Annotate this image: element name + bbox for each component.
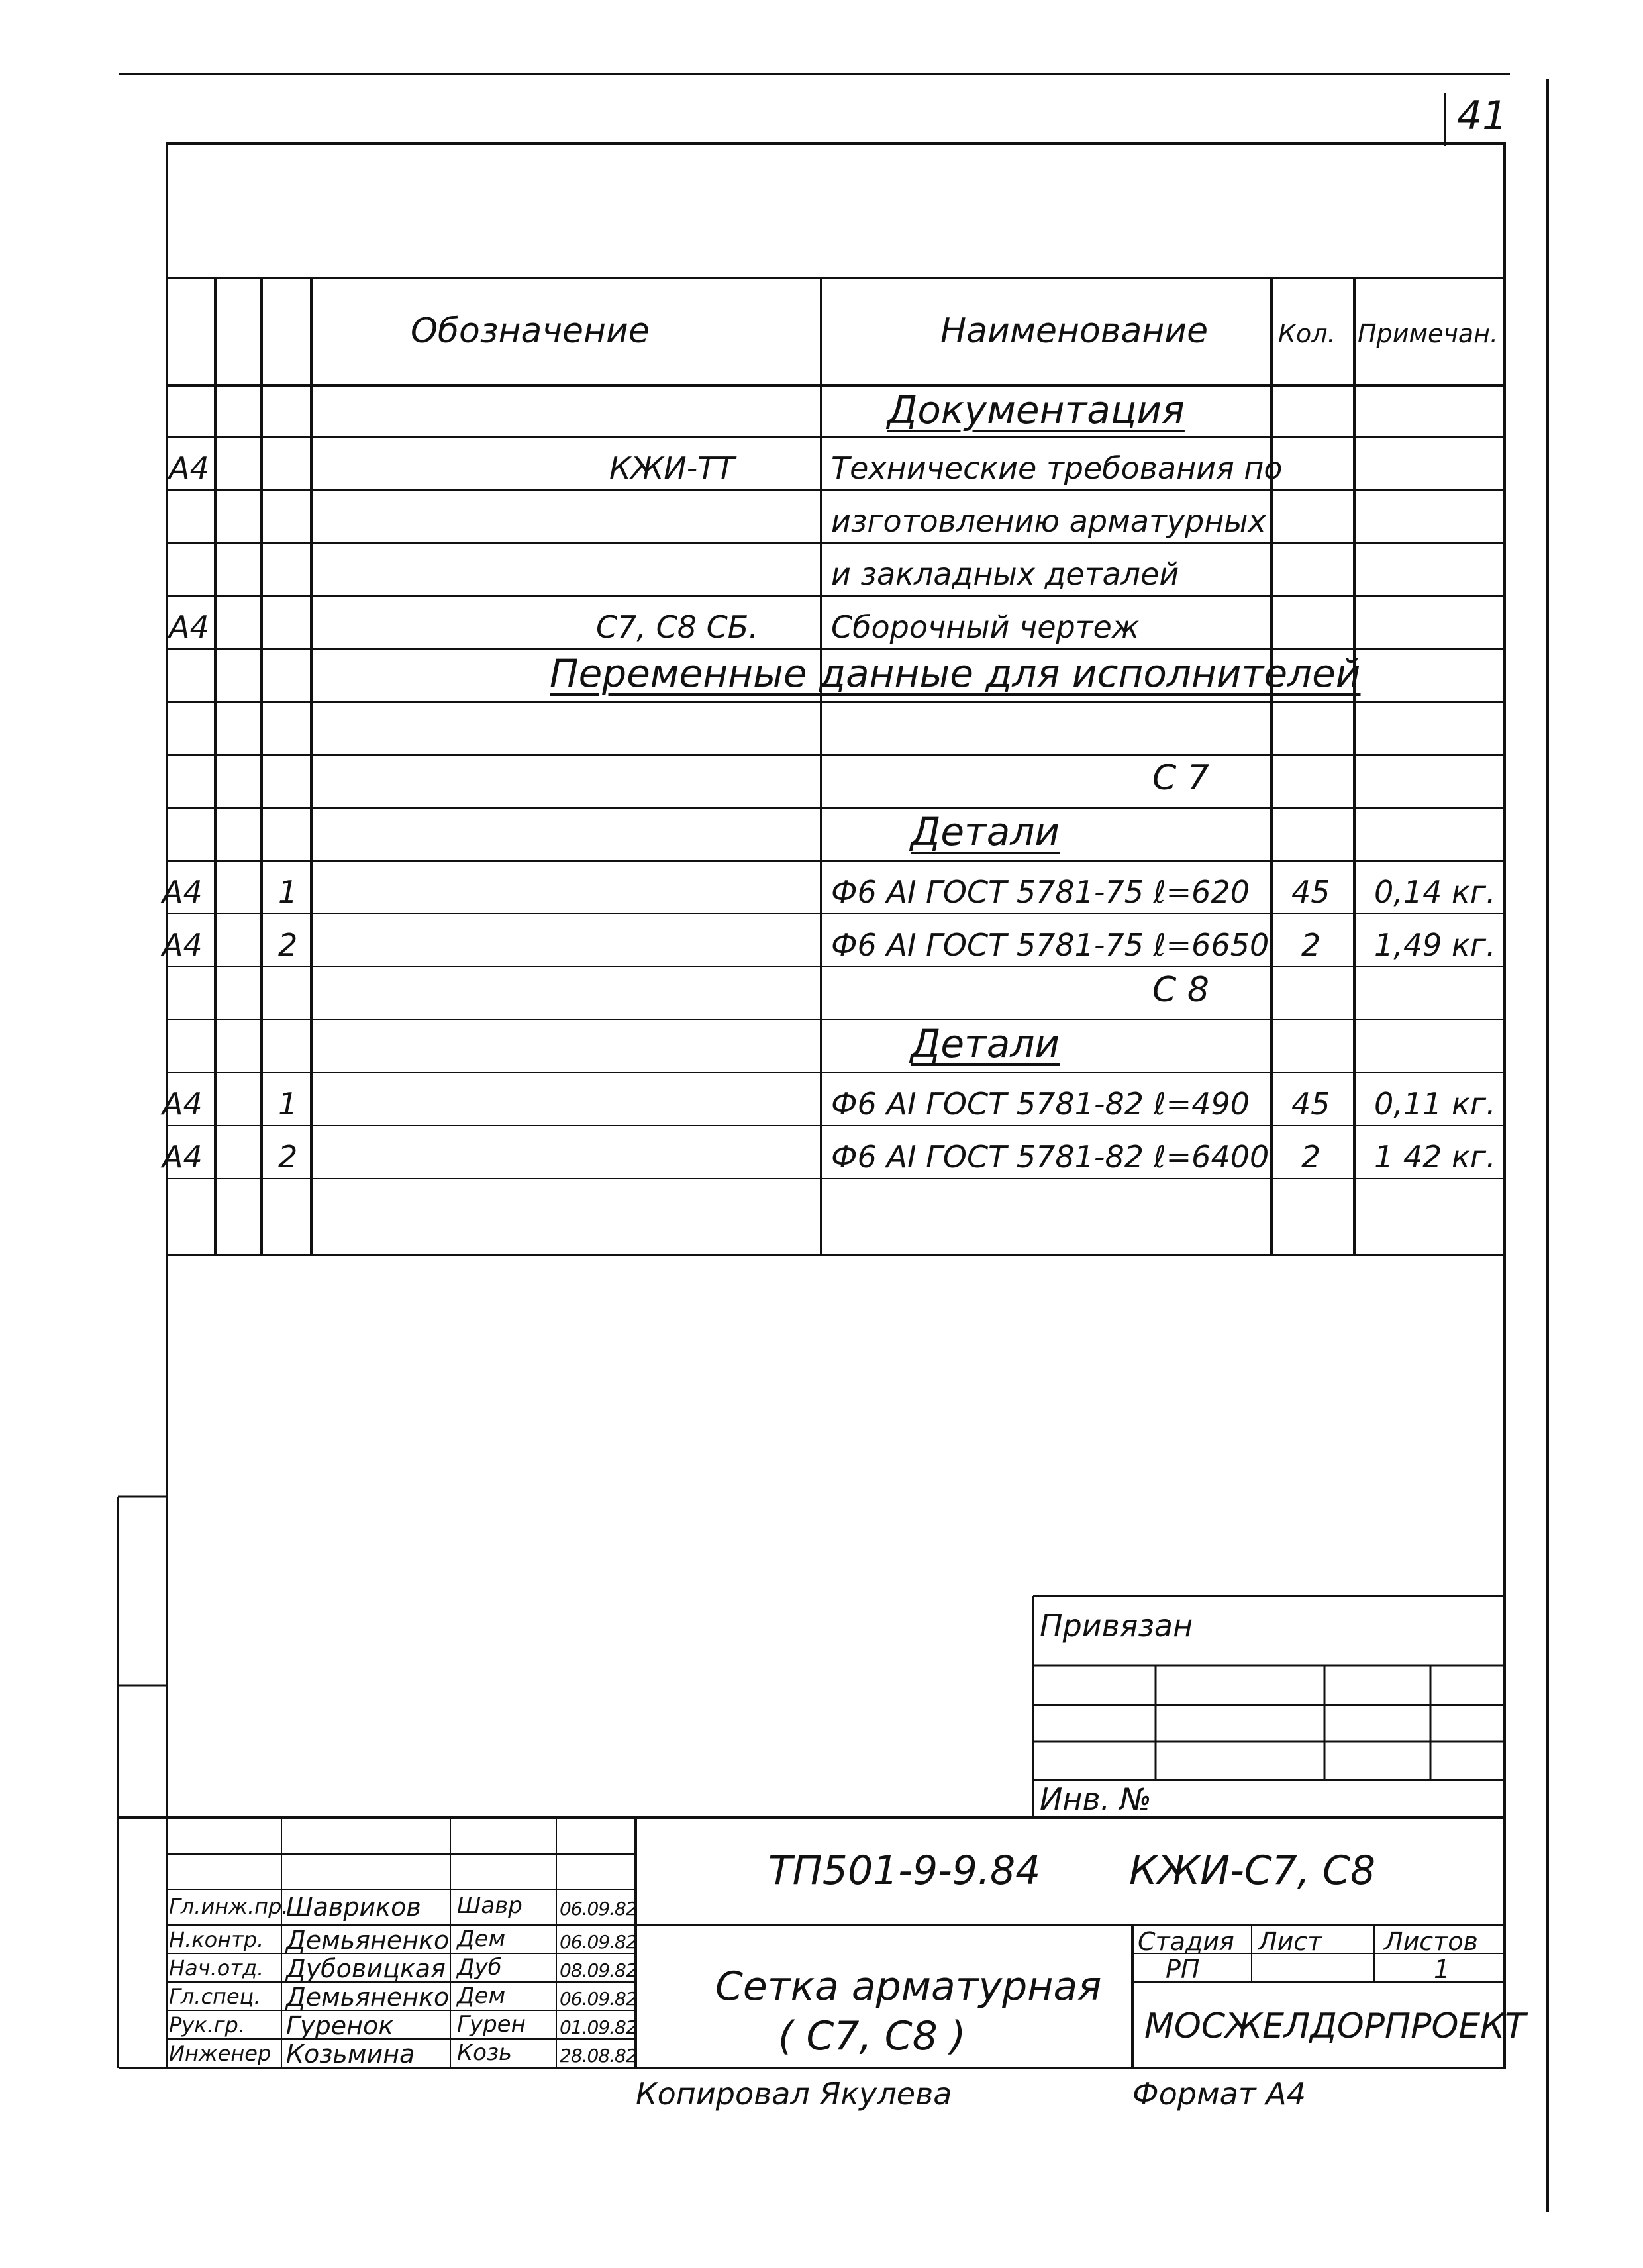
sig-name-6: Козьмина [286, 2040, 415, 2069]
sig-role-5: Рук.гр. [169, 2012, 246, 2038]
sig-role-6: Инженер [169, 2041, 272, 2066]
row8-note: 0,14 кг. [1374, 874, 1496, 910]
format-label: Формат А4 [1132, 2076, 1306, 2112]
copied-by: Копировал Якулева [636, 2076, 952, 2112]
project-code: ТП501-9-9.84 [768, 1848, 1041, 1894]
sig-date-3: 08.09.82 [560, 1959, 637, 1981]
row9-name: Ф6 АI ГОСТ 5781-75 ℓ=6650 [831, 927, 1270, 963]
sig-sign-3: Дуб [457, 1954, 502, 1981]
row3-name: и закладных деталей [831, 556, 1179, 592]
stage-label: Стадия [1138, 1927, 1234, 1956]
row8-name: Ф6 АI ГОСТ 5781-75 ℓ=620 [831, 874, 1250, 910]
row4-designation: С7, С8 СБ. [596, 609, 758, 645]
row8-pos: 1 [278, 874, 298, 910]
row9-note: 1,49 кг. [1374, 927, 1496, 963]
organization-name: МОСЖЕЛДОРПРОЕКТ [1144, 2006, 1526, 2046]
sig-date-2: 06.09.82 [560, 1931, 637, 1953]
sig-role-1: Гл.инж.пр. [169, 1894, 289, 1919]
header-qty: Кол. [1278, 319, 1336, 348]
sig-sign-6: Козь [457, 2040, 513, 2066]
sig-name-3: Дубовицкая [286, 1954, 446, 1983]
row4-format: А4 [169, 609, 209, 645]
row12-name: Ф6 АI ГОСТ 5781-82 ℓ=490 [831, 1086, 1250, 1122]
sig-date-4: 06.09.82 [560, 1988, 637, 2010]
row4-name: Сборочный чертеж [831, 609, 1140, 645]
row13-pos: 2 [278, 1139, 298, 1175]
row2-name: изготовлению арматурных [831, 503, 1266, 539]
row1-designation: КЖИ-ТТ [609, 450, 735, 486]
row12-format: А4 [162, 1086, 203, 1122]
sheet-number: 41 [1457, 93, 1508, 139]
section-details-c8: Детали [911, 1021, 1060, 1066]
sig-sign-1: Шавр [457, 1893, 523, 1919]
row13-format: А4 [162, 1139, 203, 1175]
sheet-label: Лист [1258, 1927, 1322, 1956]
sig-name-1: Шавриков [286, 1893, 421, 1922]
sig-sign-2: Дем [457, 1926, 506, 1952]
sig-role-4: Гл.спец. [169, 1984, 261, 2009]
row8-format: А4 [162, 874, 203, 910]
row12-note: 0,11 кг. [1374, 1086, 1496, 1122]
section-documentation: Документация [887, 387, 1185, 432]
row8-qty: 45 [1291, 874, 1330, 910]
document-code: КЖИ-С7, С8 [1129, 1848, 1376, 1894]
sig-sign-4: Дем [457, 1983, 506, 2009]
binding-label: Привязан [1040, 1608, 1193, 1644]
subsection-c7: С 7 [1152, 758, 1209, 798]
row13-name: Ф6 АI ГОСТ 5781-82 ℓ=6400 [831, 1139, 1270, 1175]
drawing-title-line2: ( С7, С8 ) [778, 2013, 966, 2059]
inventory-number-label: Инв. № [1040, 1781, 1152, 1817]
section-variable-data: Переменные данные для исполнителей [550, 651, 1361, 696]
row1-name: Технические требования по [831, 450, 1283, 486]
row9-qty: 2 [1301, 927, 1321, 963]
row12-qty: 45 [1291, 1086, 1330, 1122]
header-designation: Обозначение [411, 311, 650, 351]
drawing-title-line1: Сетка арматурная [715, 1963, 1102, 2010]
sig-name-4: Демьяненко [286, 1983, 450, 2012]
header-note: Примечан. [1358, 319, 1499, 348]
row9-format: А4 [162, 927, 203, 963]
row13-note: 1 42 кг. [1374, 1139, 1496, 1175]
sheets-value: 1 [1434, 1955, 1450, 1984]
stage-value: РП [1166, 1955, 1200, 1984]
row1-format: А4 [169, 450, 209, 486]
row13-qty: 2 [1301, 1139, 1321, 1175]
row9-pos: 2 [278, 927, 298, 963]
row12-pos: 1 [278, 1086, 298, 1122]
sig-date-6: 28.08.82 [560, 2045, 637, 2067]
sig-date-5: 01.09.82 [560, 2016, 637, 2038]
subsection-c8: С 8 [1152, 970, 1209, 1010]
sig-role-2: Н.контр. [169, 1927, 264, 1952]
section-details-c7: Детали [911, 809, 1060, 854]
sig-name-2: Демьяненко [286, 1926, 450, 1955]
sig-name-5: Гуренок [286, 2011, 394, 2040]
sig-role-3: Нач.отд. [169, 1955, 264, 1981]
header-name: Наименование [940, 311, 1209, 351]
sig-date-1: 06.09.82 [560, 1898, 637, 1920]
sheets-label: Листов [1384, 1927, 1478, 1956]
sig-sign-5: Гурен [457, 2011, 526, 2038]
